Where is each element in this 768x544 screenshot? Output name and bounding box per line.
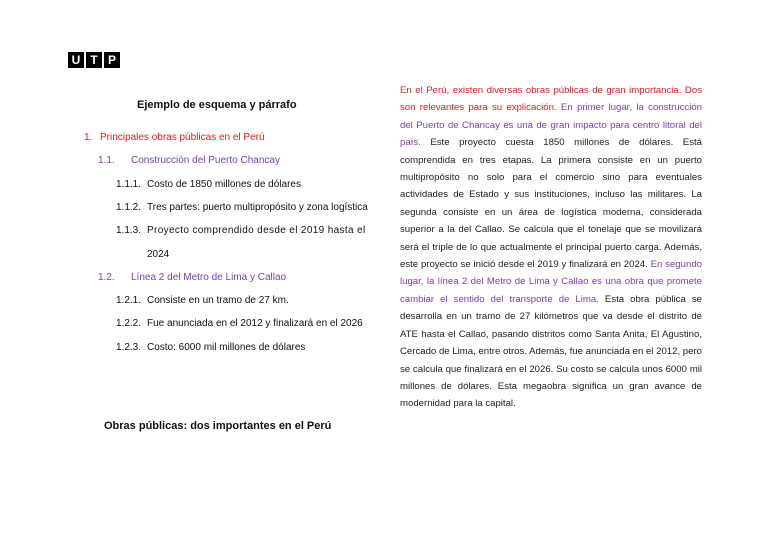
paragraph-second-details: Esta obra pública se desarrolla en un tramo de 27 kilómetros que va desde el distrito de ATE hasta el Callao, pasando distritos como Santa Anita, El Agustino, Cercado de Lima, entre otros. Además, fue anunciada en el 2012, pero se calcula que finalizará en el 2026. Su costo se calcula unos 6000 mil millones de dólares. Esta megaobra significa un gran avance de modernidad para la capital. <box>400 293 702 410</box>
outline-number: 1.1.3. <box>116 225 142 236</box>
outline-number: 1.2.1. <box>116 295 142 306</box>
outline-item-1-2-1 <box>116 295 289 306</box>
outline-text: Construcción del Puerto Chancay <box>131 155 280 166</box>
outline-number: 1.2. <box>98 272 115 283</box>
paragraph-second-point: En segundo lugar, la línea 2 del Metro de Lima y Callao es una obra que promete cambiar el sentido del transporte de Lima. <box>400 259 702 305</box>
logo-letter-u: U <box>68 52 84 68</box>
paragraph-title: Obras públicas: dos importantes en el Perú <box>104 420 332 432</box>
outline-text: Tres partes: puerto multipropósito y zona logística <box>147 202 368 213</box>
outline-text: Proyecto comprendido desde el 2019 hasta el <box>147 225 366 236</box>
outline-item-1-1 <box>98 155 280 166</box>
logo-letter-t: T <box>86 52 102 68</box>
body-paragraph <box>400 82 702 413</box>
outline-item-1-1-3-continued: 2024 <box>147 249 170 260</box>
outline-number: 1.1. <box>98 155 115 166</box>
outline-number: 1.1.2. <box>116 202 142 213</box>
outline-number: 1.2.3. <box>116 342 142 353</box>
outline-text: Principales obras públicas en el Perú <box>100 132 265 143</box>
outline-text: Consiste en un tramo de 27 km. <box>147 295 289 306</box>
outline-number: 1.2.2. <box>116 318 142 329</box>
outline-text: Fue anunciada en el 2012 y finalizará en el 2026 <box>147 318 363 329</box>
paragraph-topic-sentence: En el Perú, existen diversas obras públicas de gran importancia. Dos son relevantes para su explicación. <box>400 85 702 114</box>
outline-text: Costo de 1850 millones de dólares <box>147 179 301 190</box>
outline-number: 1. <box>84 132 93 143</box>
outline-item-1-1-3 <box>116 225 366 236</box>
outline-item-1-2-2 <box>116 318 363 329</box>
outline-text: Costo: 6000 mil millones de dólares <box>147 342 306 353</box>
outline-item-1-2 <box>98 272 286 283</box>
paragraph-first-point: En primer lugar, la construcción del Puerto de Chancay es una de gran impacto para centro litoral del país. <box>400 102 703 149</box>
outline-item-1 <box>84 132 265 143</box>
outline-item-1-1-2 <box>116 202 368 213</box>
outline-title: Ejemplo de esquema y párrafo <box>137 99 297 111</box>
utp-logo <box>68 52 120 68</box>
outline-item-1-2-3 <box>116 342 305 353</box>
outline-text: Línea 2 del Metro de Lima y Callao <box>131 272 287 283</box>
logo-letter-p: P <box>104 52 120 68</box>
paragraph-first-details: Este proyecto cuesta 1850 millones de dólares. Está comprendida en tres etapas. La primera consiste en un puerto multipropósito no solo para el comercio sino para eventuales actividades de Estado y sus instituciones, incluso las militares. La segunda consiste en un área de logística moderna, considerada superior a la del Callao. Se calcula que el tonelaje que se movilizará será el triple de lo que actualmente el principal puerto carga. Además, este proyecto se inició desde el 2019 y finalizará en 2024. <box>400 137 702 271</box>
outline-number: 1.1.1. <box>116 179 142 190</box>
outline-item-1-1-1 <box>116 179 301 190</box>
